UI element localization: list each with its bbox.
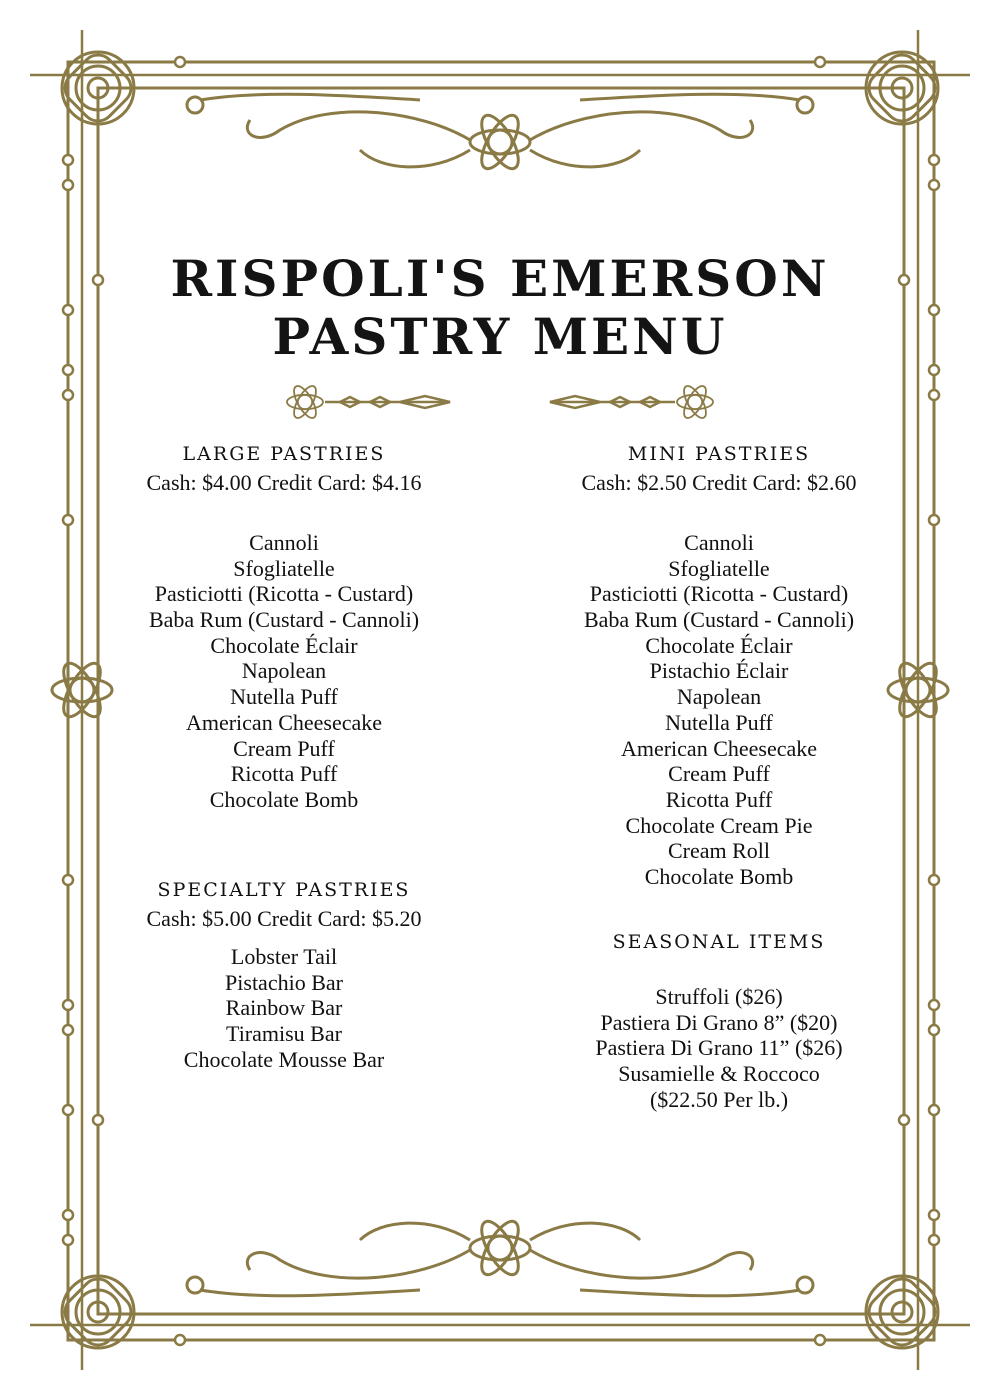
menu-item: Tiramisu Bar bbox=[226, 1021, 342, 1047]
page-title bbox=[0, 250, 1000, 366]
section-large-pastries bbox=[100, 440, 468, 813]
item-list bbox=[535, 984, 903, 1112]
menu-item: Pistachio Bar bbox=[225, 969, 343, 995]
menu-item: Lobster Tail bbox=[230, 944, 338, 969]
menu-item: Baba Rum (Custard - Cannoli) bbox=[148, 607, 420, 633]
menu-item: Pastiera Di Grano 8” ($20) bbox=[600, 1009, 838, 1035]
menu-item: ($22.50 Per lb.) bbox=[649, 1086, 789, 1112]
menu-item: Nutella Puff bbox=[665, 709, 773, 735]
section-title: LARGE PASTRIES bbox=[182, 443, 386, 465]
menu-item: Chocolate Cream Pie bbox=[625, 812, 813, 838]
menu-item: Susamielle & Roccoco bbox=[618, 1061, 820, 1087]
menu-item: Chocolate Éclair bbox=[645, 632, 793, 658]
menu-item: Chocolate Bomb bbox=[209, 786, 359, 812]
menu-item: Ricotta Puff bbox=[665, 786, 773, 812]
item-list bbox=[100, 944, 468, 1072]
section-price: Cash: $5.00 Credit Card: $5.20 bbox=[146, 906, 422, 931]
section-title: SEASONAL ITEMS bbox=[612, 931, 826, 953]
menu-item: Nutella Puff bbox=[230, 684, 338, 710]
menu-item: Ricotta Puff bbox=[230, 761, 338, 787]
menu-item: Sfogliatelle bbox=[668, 555, 770, 581]
item-list bbox=[535, 530, 903, 890]
section-price: Cash: $4.00 Credit Card: $4.16 bbox=[146, 470, 422, 495]
menu-item: Pistachio Éclair bbox=[649, 658, 789, 684]
section-price: Cash: $2.50 Credit Card: $2.60 bbox=[581, 470, 857, 495]
section-seasonal-items bbox=[535, 928, 903, 1112]
divider-left bbox=[287, 383, 450, 421]
section-title: MINI PASTRIES bbox=[627, 443, 811, 465]
menu-item: Pasticiotti (Ricotta - Custard) bbox=[154, 581, 414, 607]
menu-item: Cream Puff bbox=[233, 735, 335, 761]
menu-item: Rainbow Bar bbox=[225, 995, 343, 1021]
menu-item: Pastiera Di Grano 11” ($26) bbox=[595, 1035, 843, 1061]
menu-item: Napolean bbox=[676, 684, 762, 710]
menu-item: Chocolate Mousse Bar bbox=[183, 1046, 385, 1072]
section-title: SPECIALTY PASTRIES bbox=[157, 879, 411, 901]
menu-item: Chocolate Bomb bbox=[644, 863, 794, 889]
page-title-line1: RISPOLI'S EMERSON bbox=[170, 249, 830, 308]
menu-item: Cream Puff bbox=[668, 761, 770, 787]
menu-item: Napolean bbox=[241, 658, 327, 684]
menu-item: Baba Rum (Custard - Cannoli) bbox=[583, 607, 855, 633]
menu-item: American Cheesecake bbox=[620, 735, 818, 761]
menu-item: Pasticiotti (Ricotta - Custard) bbox=[589, 581, 849, 607]
menu-item: Struffoli ($26) bbox=[655, 984, 783, 1009]
page-title-line2: PASTRY MENU bbox=[272, 307, 728, 366]
divider-right bbox=[550, 383, 713, 421]
menu-item: American Cheesecake bbox=[185, 709, 383, 735]
section-mini-pastries bbox=[535, 440, 903, 890]
menu-item: Cannoli bbox=[684, 530, 754, 555]
menu-item: Cannoli bbox=[249, 530, 319, 555]
item-list bbox=[100, 530, 468, 813]
menu-item: Sfogliatelle bbox=[233, 555, 335, 581]
menu-item: Chocolate Éclair bbox=[210, 632, 358, 658]
menu-item: Cream Roll bbox=[667, 838, 771, 864]
section-specialty-pastries bbox=[100, 876, 468, 1072]
